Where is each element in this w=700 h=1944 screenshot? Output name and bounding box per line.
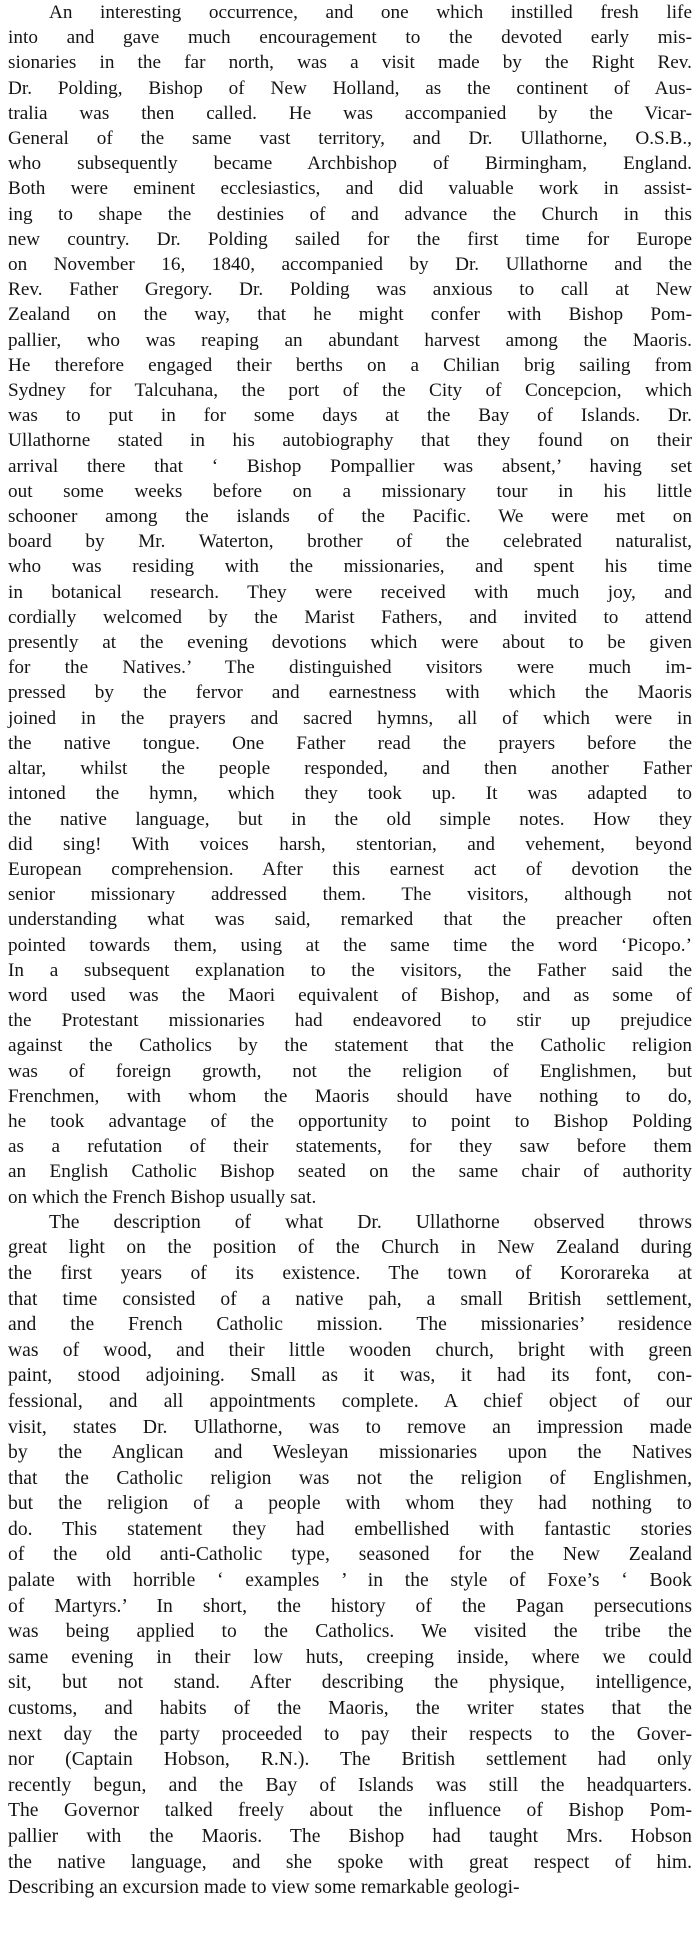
text-line: the first years of its existence. The town of Kororareka at — [8, 1262, 692, 1284]
text-line: European comprehension. After this earnest act of devotion the — [8, 858, 692, 880]
text-line: tralia was then called. He was accompanied by the Vicar- — [8, 102, 692, 124]
text-line: do. This statement they had embellished with fantastic stories — [8, 1518, 692, 1540]
text-line: the Protestant missionaries had endeavored to stir up prejudice — [8, 1010, 692, 1032]
paragraph-1 — [8, 0, 692, 1210]
text-line: and the French Catholic mission. The missionaries’ residence — [8, 1314, 692, 1336]
text-line: against the Catholics by the statement that the Catholic religion — [8, 1035, 692, 1057]
text-line: presently at the evening devotions which were about to be given — [8, 632, 692, 654]
text-line: next day the party proceeded to pay their respects to the Gover- — [8, 1723, 692, 1745]
text-line: ing to shape the destinies of and advance the Church in this — [8, 203, 692, 225]
text-line: understanding what was said, remarked that the preacher often — [8, 909, 692, 931]
text-line: He therefore engaged their berths on a Chilian brig sailing from — [8, 354, 692, 376]
text-line: board by Mr. Waterton, brother of the celebrated naturalist, — [8, 531, 692, 553]
text-line: word used was the Maori equivalent of Bishop, and as some of — [8, 984, 692, 1006]
text-line: In a subsequent explanation to the visitors, the Father said the — [8, 959, 692, 981]
text-line: An interesting occurrence, and one which instilled fresh life — [49, 2, 692, 23]
text-line: paint, stood adjoining. Small as it was, it had its font, con- — [8, 1365, 692, 1387]
text-line: arrival there that ‘ Bishop Pompallier was absent,’ having set — [8, 455, 692, 477]
text-line: in botanical research. They were received with much joy, and — [8, 581, 692, 603]
text-line: of the old anti-Catholic type, seasoned for the New Zealand — [8, 1544, 692, 1566]
text-line: recently begun, and the Bay of Islands was still the headquarters. — [8, 1774, 692, 1796]
text-line: pallier, who was reaping an abundant harvest among the Maoris. — [8, 329, 692, 351]
text-line: same evening in their low huts, creeping inside, where we could — [8, 1646, 692, 1668]
text-line: for the Natives.’ The distinguished visitors were much im- — [8, 657, 692, 679]
text-line: but the religion of a people with whom they had nothing to — [8, 1493, 692, 1515]
text-line: by the Anglican and Wesleyan missionaries upon the Natives — [8, 1442, 692, 1464]
text-line: Dr. Polding, Bishop of New Holland, as the continent of Aus- — [8, 77, 692, 99]
text-line: great light on the position of the Church in New Zealand during — [8, 1237, 692, 1259]
text-line: the native language, and she spoke with great respect of him. — [8, 1851, 692, 1873]
text-line: out some weeks before on a missionary tour in his little — [8, 480, 692, 502]
text-line: General of the same vast territory, and Dr. Ullathorne, O.S.B., — [8, 128, 692, 150]
text-line: an English Catholic Bishop seated on the same chair of authority — [8, 1161, 692, 1183]
text-line: was being applied to the Catholics. We visited the tribe the — [8, 1621, 692, 1643]
text-line: Ullathorne stated in his autobiography that they found on their — [8, 430, 692, 452]
text-line: cordially welcomed by the Marist Fathers, and invited to attend — [8, 606, 692, 628]
paragraph-2 — [8, 1210, 692, 1901]
text-line: schooner among the islands of the Pacific. We were met on — [8, 506, 692, 528]
text-line: he took advantage of the opportunity to point to Bishop Polding — [8, 1110, 692, 1132]
text-line: pallier with the Maoris. The Bishop had taught Mrs. Hobson — [8, 1826, 692, 1847]
text-line: pointed towards them, using at the same time the word ‘Picopo.’ — [8, 934, 692, 956]
text-line: on which the French Bishop usually sat. — [8, 1186, 317, 1208]
text-line: sionaries in the far north, was a visit made by the Right Rev. — [8, 52, 692, 74]
text-line: of Martyrs.’ In short, the history of the Pagan persecutions — [8, 1595, 692, 1617]
text-line: Zealand on the way, that he might confer with Bishop Pom- — [8, 304, 692, 326]
text-line: Sydney for Talcuhana, the port of the City of Concepcion, which — [8, 380, 692, 402]
text-line: as a refutation of their statements, for they saw before them — [8, 1136, 692, 1158]
text-line: The Governor talked freely about the influence of Bishop Pom- — [8, 1800, 692, 1822]
text-line: was of wood, and their little wooden church, bright with green — [8, 1339, 692, 1361]
text-line: that time consisted of a native pah, a small British settlement, — [8, 1288, 692, 1310]
text-line: did sing! With voices harsh, stentorian, and vehement, beyond — [8, 833, 692, 855]
text-line: on November 16, 1840, accompanied by Dr. Ullathorne and the — [8, 254, 692, 276]
text-line: into and gave much encouragement to the devoted early mis- — [8, 27, 692, 49]
text-line: visit, states Dr. Ullathorne, was to remove an impression made — [8, 1416, 692, 1438]
text-line: Describing an excursion made to view some remarkable geologi- — [8, 1877, 520, 1899]
text-line: joined in the prayers and sacred hymns, all of which were in — [8, 707, 692, 729]
text-line: was to put in for some days at the Bay of Islands. Dr. — [8, 405, 692, 427]
text-line: Rev. Father Gregory. Dr. Polding was anxious to call at New — [8, 279, 692, 301]
text-line: Frenchmen, with whom the Maoris should have nothing to do, — [8, 1085, 692, 1107]
text-line: was of foreign growth, not the religion of Englishmen, but — [8, 1060, 692, 1082]
text-line: intoned the hymn, which they took up. It was adapted to — [8, 783, 692, 805]
text-line: Both were eminent ecclesiastics, and did valuable work in assist- — [8, 178, 692, 200]
text-line: who was residing with the missionaries, and spent his time — [8, 556, 692, 578]
text-line: sit, but not stand. After describing the physique, intelligence, — [8, 1672, 692, 1694]
text-line: the native language, but in the old simple notes. How they — [8, 808, 692, 830]
text-line: senior missionary addressed them. The visitors, although not — [8, 884, 692, 906]
text-line: fessional, and all appointments complete. A chief object of our — [8, 1390, 692, 1412]
text-line: The description of what Dr. Ullathorne observed throws — [49, 1211, 692, 1233]
text-line: nor (Captain Hobson, R.N.). The British settlement had only — [8, 1749, 692, 1771]
text-line: who subsequently became Archbishop of Birmingham, England. — [8, 153, 692, 175]
text-line: the native tongue. One Father read the prayers before the — [8, 732, 692, 754]
text-line: that the Catholic religion was not the religion of Englishmen, — [8, 1467, 692, 1489]
text-line: pressed by the fervor and earnestness with which the Maoris — [8, 682, 692, 704]
text-line: palate with horrible ‘ examples ’ in the style of Foxe’s ‘ Book — [8, 1570, 692, 1592]
text-line: altar, whilst the people responded, and then another Father — [8, 758, 692, 780]
text-line: customs, and habits of the Maoris, the writer states that the — [8, 1698, 692, 1720]
text-line: new country. Dr. Polding sailed for the first time for Europe — [8, 228, 692, 250]
